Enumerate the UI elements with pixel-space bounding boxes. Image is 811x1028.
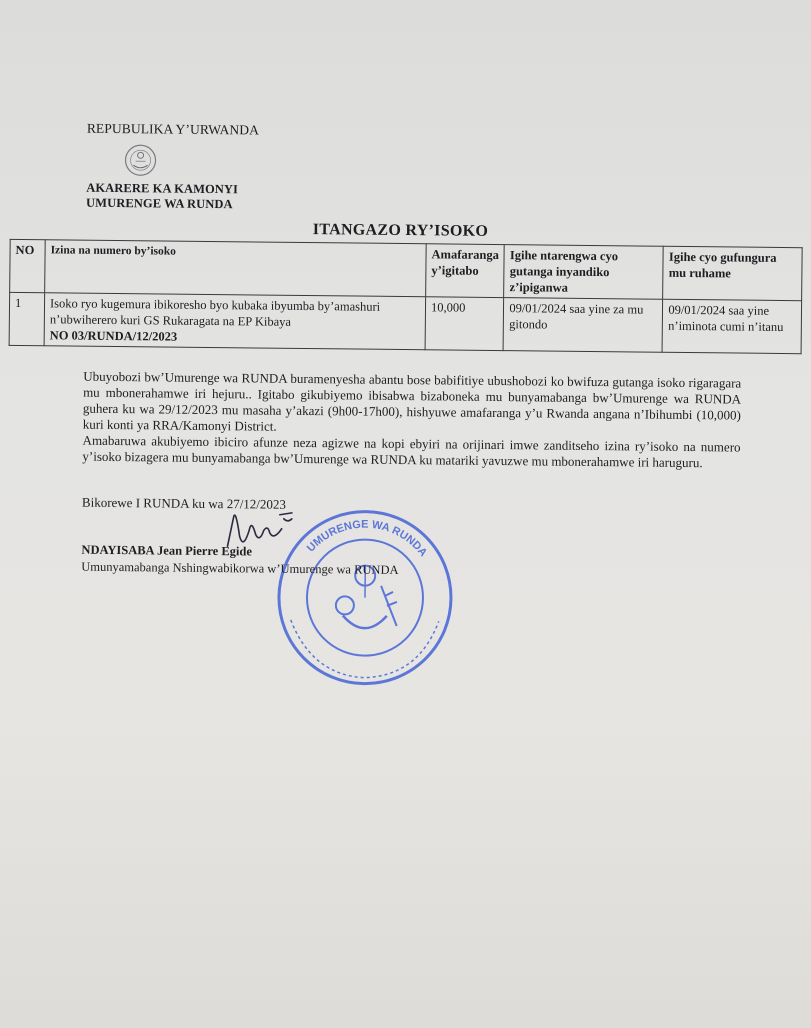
tender-name: Isoko ryo kugemura ibikoresho byo kubaka ibyumba by’amashuri n’ubwiherero kuri GS Rukaragata na EP Kibaya <box>49 296 381 329</box>
col-no-header: NO <box>10 239 46 292</box>
official-stamp <box>272 505 459 692</box>
row-deadline: 09/01/2024 saa yine za mu gitondo <box>503 298 663 353</box>
row-name-cell <box>44 293 426 350</box>
row-amount: 10,000 <box>425 297 504 351</box>
col-name-header: Izina na numero by’isoko <box>45 240 427 297</box>
row-no: 1 <box>9 292 45 345</box>
col-deadline-header: Igihe ntarengwa cyo gutanga inyandiko z’ipiganwa <box>504 245 664 300</box>
body-paragraph-1: Ubuyobozi bw’Umurenge wa RUNDA buramenyesha abantu bose babifitiye ubushobozi ko bwifuza gutanga isoko rigaragara mu mbonerahamwe iri hejuru.. Igitabo gikubiyemo ibisabwa bizaboneka mu bunyamabanga bw’Umurenge wa RUNDA guhera ku wa 29/12/2023 mu masaha y’akazi (9h00-17h00), hishyuwe amafaranga y’u Rwanda angana n’Ibihumbi (10,000) kuri konti ya RRA/Kamonyi District. <box>82 368 742 434</box>
rwanda-emblem-icon <box>123 143 157 177</box>
district-heading: AKARERE KA KAMONYI <box>86 180 239 197</box>
document-title: ITANGAZO RY’ISOKO <box>312 221 489 240</box>
republic-heading: REPUBULIKA Y’URWANDA <box>86 120 260 138</box>
table-header-row <box>10 239 803 300</box>
stamp-text: UMURENGE WA RUNDA <box>304 518 430 559</box>
signer-name: NDAYISABA Jean Pierre Egide <box>81 542 253 559</box>
sector-heading: UMURENGE WA RUNDA <box>86 195 233 212</box>
signer-role: Umunyamabanga Nshingwabikorwa w’Umurenge wa RUNDA <box>81 559 399 577</box>
table-row <box>9 292 802 353</box>
issue-date-line: Bikorewe I RUNDA ku wa 27/12/2023 <box>81 494 287 512</box>
tender-reference: NO 03/RUNDA/12/2023 <box>49 328 178 344</box>
col-opening-header: Igihe cyo gufungura mu ruhame <box>663 246 802 300</box>
row-opening: 09/01/2024 saa yine n’iminota cumi n’itanu <box>662 299 801 353</box>
col-amount-header: Amafaranga y’igitabo <box>426 244 505 298</box>
announcement-body <box>82 369 741 472</box>
tender-table <box>9 239 803 354</box>
body-paragraph-2: Amabaruwa akubiyemo ibiciro afunze neza agizwe na kopi ebyiri na orijinari imwe zanditseho izina ry’isoko na numero y’isoko bizagera mu bunyamabanga bw’Umurenge wa RUNDA ku matariki yavuzwe mu mbonerahamwe iri haruguru. <box>82 432 741 471</box>
